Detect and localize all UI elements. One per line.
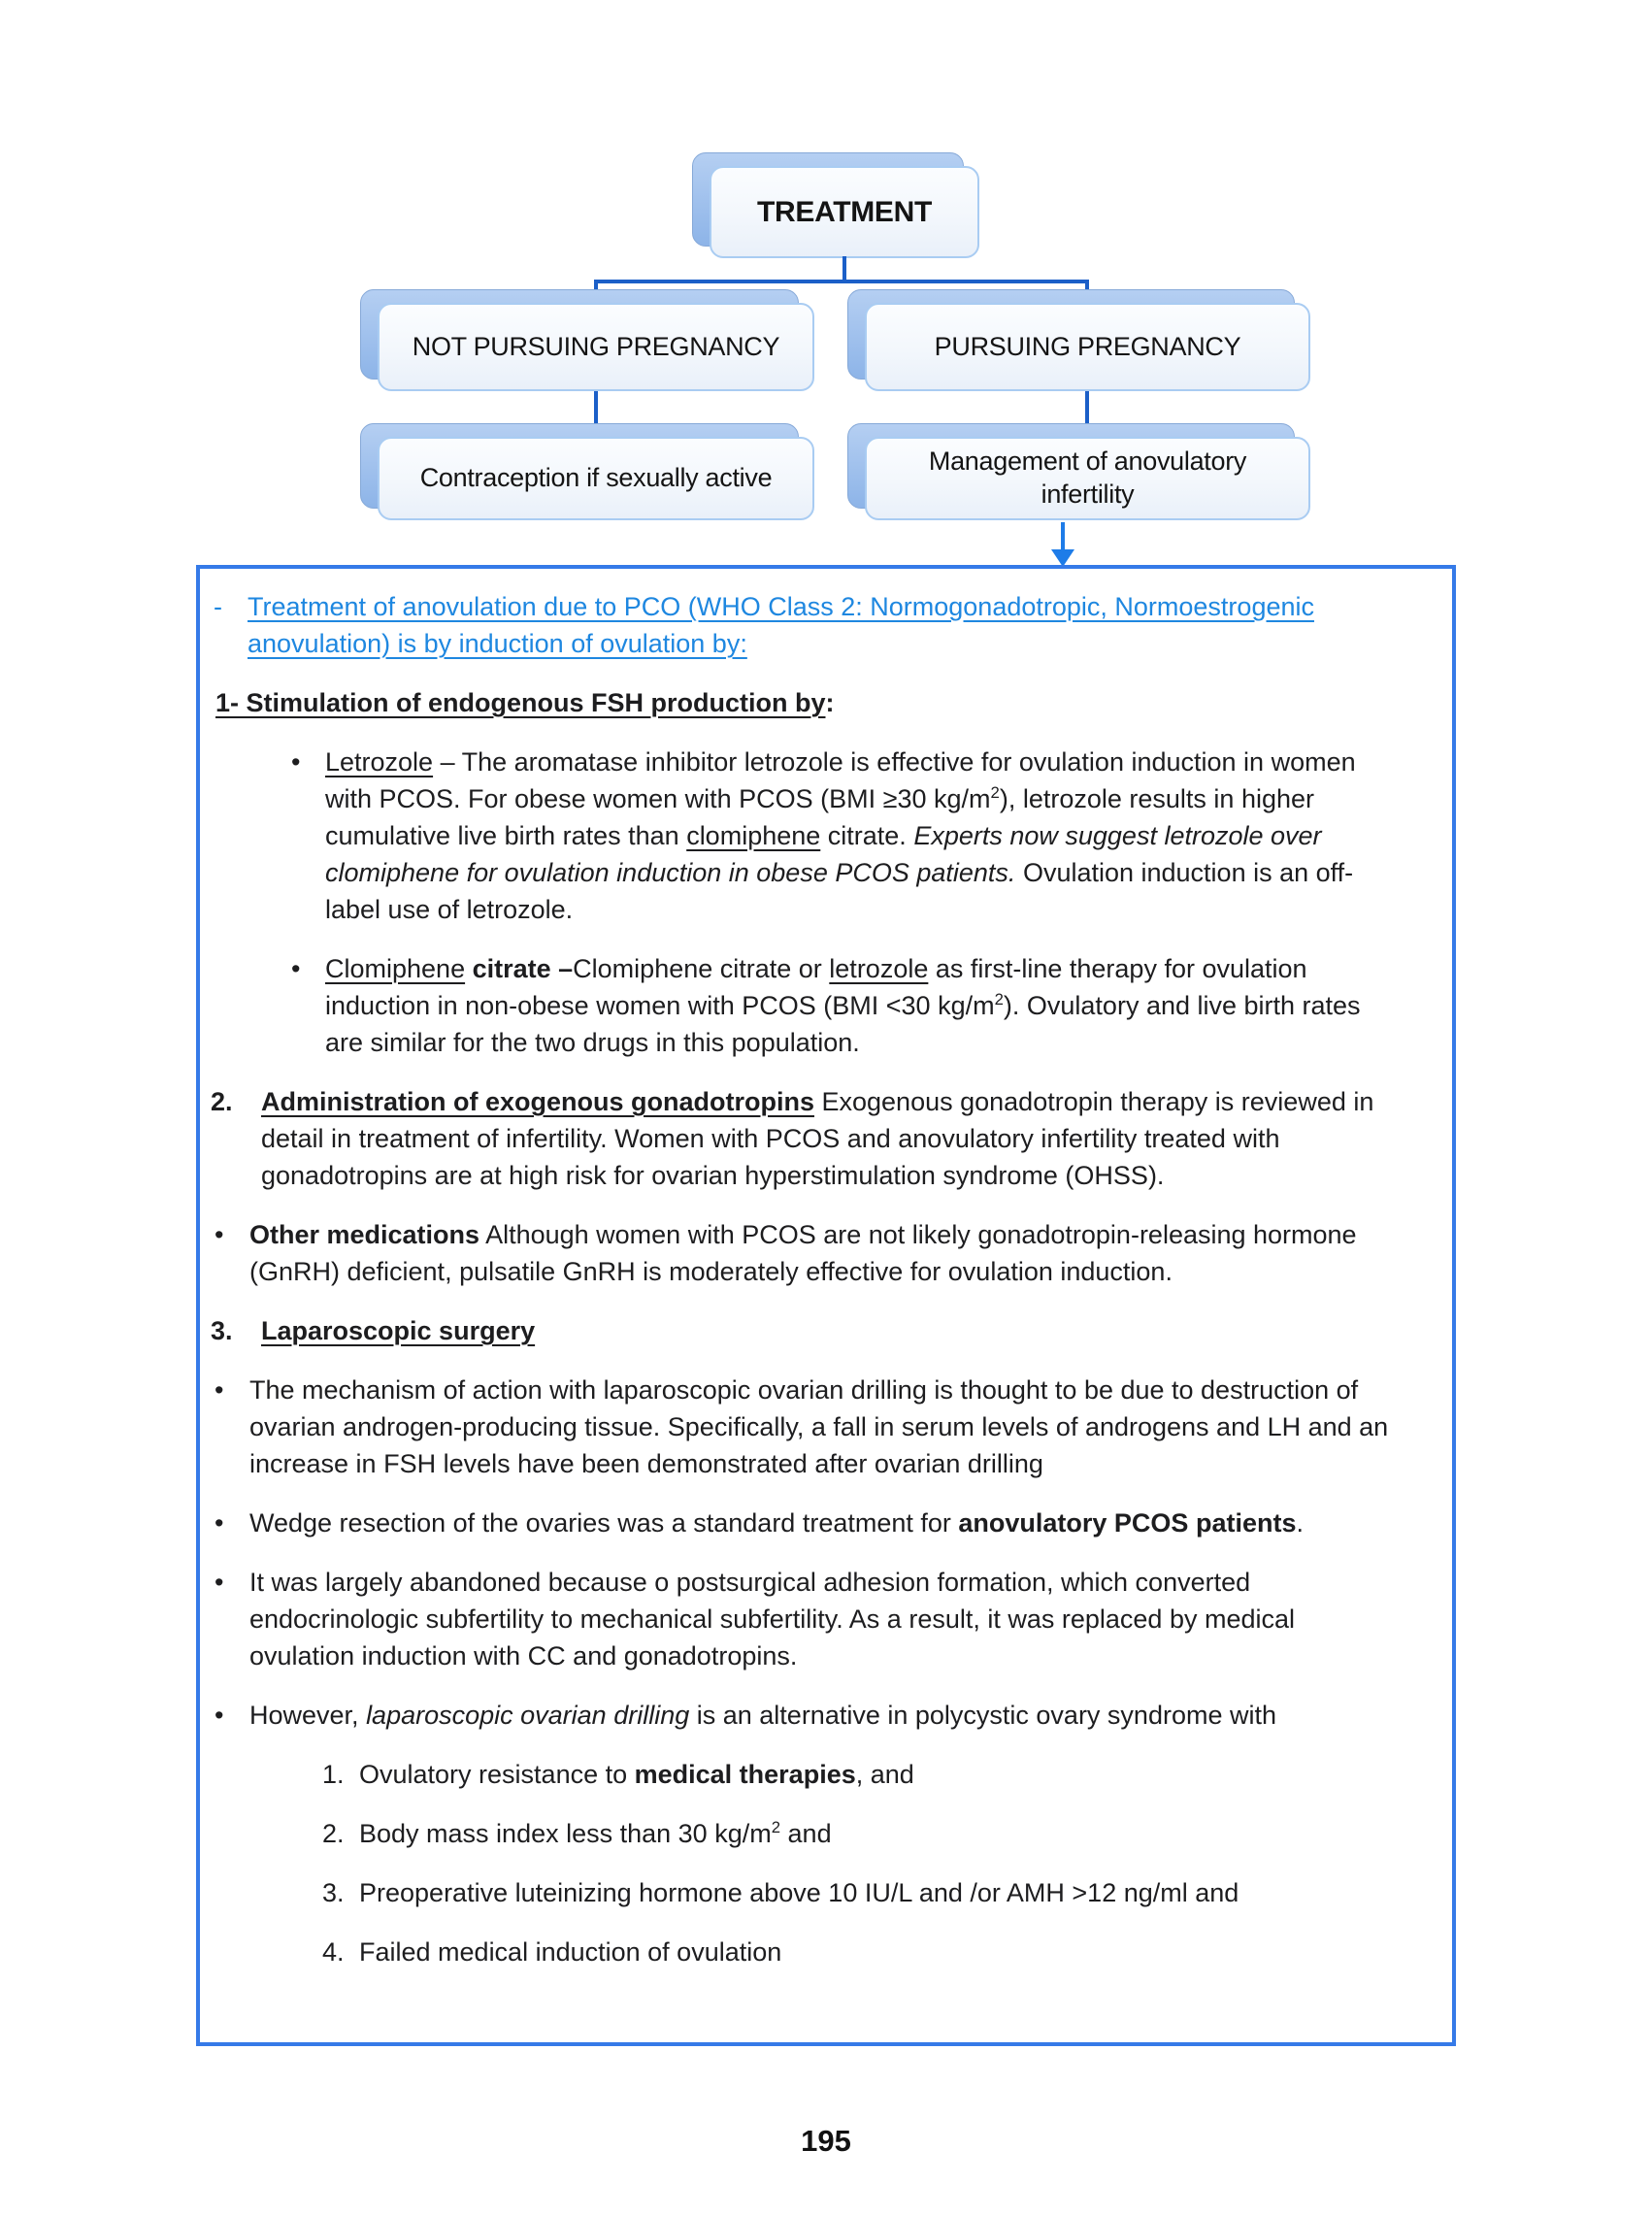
text-run: medical therapies	[634, 1760, 856, 1789]
text-run: 2	[771, 1818, 781, 1836]
content-paragraph	[200, 1312, 1399, 1349]
content-paragraph	[200, 1815, 1399, 1852]
text-run: citrate –	[472, 954, 574, 983]
text-run: Although women with PCOS are not likely gonadotropin-releasing hormone (GnRH) deficient, pulsatile GnRH is moderately effective for ovulation induction.	[249, 1220, 1357, 1286]
list-marker: 3.	[211, 1316, 233, 1345]
arrow-down-line	[1061, 522, 1065, 551]
list-marker: •	[291, 747, 301, 777]
flowchart-node-not-pursuing	[378, 303, 814, 391]
list-marker: 2.	[211, 1087, 233, 1116]
content-paragraph	[200, 1697, 1399, 1734]
list-marker: •	[215, 1220, 224, 1249]
page-number: 195	[801, 2124, 851, 2158]
text-run: Preoperative luteinizing hormone above 10 IU/L and /or AMH >12 ng/ml and	[359, 1878, 1239, 1907]
text-run: Laparoscopic surgery	[261, 1316, 536, 1345]
text-run	[465, 954, 473, 983]
text-run: Exogenous gonadotropin therapy is reviewed in detail in treatment of infertility. Women with PCOS and anovulatory infertility treated with gonadotropins are at high risk for ovarian hyperstimulation syndrome (OHSS).	[261, 1087, 1374, 1190]
flowchart-node-pursuing	[865, 303, 1310, 391]
text-run: letrozole	[829, 954, 929, 983]
text-run: laparoscopic ovarian drilling	[366, 1701, 690, 1730]
text-run: and	[780, 1819, 832, 1848]
text-run: Letrozole	[325, 747, 434, 777]
content-box	[196, 565, 1456, 2046]
content-paragraph	[200, 1372, 1399, 1482]
flowchart-node-pursuing-label: PURSUING PREGNANCY	[865, 303, 1310, 391]
content-paragraph	[200, 588, 1399, 662]
connector-horizontal	[594, 280, 1089, 283]
text-run: 2	[994, 990, 1004, 1009]
content-paragraph	[200, 1564, 1399, 1674]
content-paragraph	[200, 684, 1399, 721]
text-run: – The aromatase inhibitor letrozole is effective for ovulation induction in women with PCOS. For obese women with PCOS (BMI ≥30 kg/m	[325, 747, 1356, 813]
content-paragraph	[200, 1505, 1399, 1541]
list-marker: •	[215, 1508, 224, 1538]
text-run: Treatment of anovulation due to PCO (WHO Class 2: Normogonadotropic, Normoestrogenic anovulation) is by induction of ovulation by:	[248, 592, 1314, 658]
content-paragraph	[200, 1934, 1399, 1970]
list-marker: 2.	[322, 1819, 345, 1848]
text-run: The mechanism of action with laparoscopic ovarian drilling is thought to be due to destruction of ovarian androgen-producing tissue. Specifically, a fall in serum levels of androgens and LH and an increase in FSH levels have been demonstrated after ovarian drilling	[249, 1375, 1389, 1478]
text-run: as first-line therapy for ovulation induction in non-obese women with PCOS (BMI <30 kg/m	[325, 954, 1307, 1020]
content-paragraph	[200, 1874, 1399, 1911]
text-run: Other medications	[249, 1220, 480, 1249]
text-run: Ovulatory resistance to	[359, 1760, 635, 1789]
content-paragraph	[200, 744, 1399, 928]
text-run: Clomiphene	[325, 954, 466, 983]
list-marker: -	[214, 592, 222, 621]
list-marker: 1.	[322, 1760, 345, 1789]
text-run: anovulatory PCOS patients	[958, 1508, 1297, 1538]
text-run: 2	[990, 783, 1000, 802]
list-marker: 4.	[322, 1937, 345, 1967]
content-paragraph	[200, 1756, 1399, 1793]
flowchart-node-management-label: Management of anovulatory infertility	[865, 437, 1310, 520]
text-run: Administration of exogenous gonadotropins	[261, 1087, 814, 1116]
text-run: Experts now suggest letrozole over clomiphene for ovulation induction in obese PCOS patients.	[325, 821, 1322, 887]
flowchart-node-management	[865, 437, 1310, 520]
text-run: Wedge resection of the ovaries was a standard treatment for	[249, 1508, 959, 1538]
flowchart-node-treatment-label: TREATMENT	[710, 166, 979, 258]
text-run: :	[825, 688, 835, 717]
text-run: ). Ovulatory and live birth rates are similar for the two drugs in this population.	[325, 991, 1361, 1057]
flowchart-node-contraception	[378, 437, 814, 520]
text-run: is an alternative in polycystic ovary syndrome with	[689, 1701, 1276, 1730]
flowchart-node-contraception-label: Contraception if sexually active	[378, 437, 814, 520]
list-marker: •	[291, 954, 301, 983]
content-paragraph	[200, 1216, 1399, 1290]
list-marker: •	[215, 1701, 224, 1730]
list-marker: •	[215, 1375, 224, 1405]
text-run: Failed medical induction of ovulation	[359, 1937, 782, 1967]
text-run: 1- Stimulation of endogenous FSH production by	[215, 688, 826, 717]
list-marker: 3.	[322, 1878, 345, 1907]
text-run: clomiphene	[686, 821, 821, 850]
list-marker: •	[215, 1568, 224, 1597]
flowchart-node-not-pursuing-label: NOT PURSUING PREGNANCY	[378, 303, 814, 391]
content-blocks	[200, 569, 1452, 2002]
flowchart-node-treatment	[710, 166, 979, 258]
content-paragraph	[200, 950, 1399, 1061]
content-paragraph	[200, 1083, 1399, 1194]
text-run: However,	[249, 1701, 367, 1730]
text-run: .	[1296, 1508, 1304, 1538]
connector-root-stub	[843, 256, 846, 281]
text-run: , and	[855, 1760, 914, 1789]
text-run: ), letrozole results in higher cumulative live birth rates than	[325, 784, 1315, 850]
text-run: Body mass index less than 30 kg/m	[359, 1819, 772, 1848]
text-run: Ovulation induction is an off-label use of letrozole.	[325, 858, 1354, 924]
text-run: Clomiphene citrate or	[573, 954, 830, 983]
text-run: It was largely abandoned because o postsurgical adhesion formation, which converted endocrinologic subfertility to mechanical subfertility. As a result, it was replaced by medical ovulation induction with CC and gonadotropins.	[249, 1568, 1295, 1670]
text-run: citrate.	[820, 821, 914, 850]
